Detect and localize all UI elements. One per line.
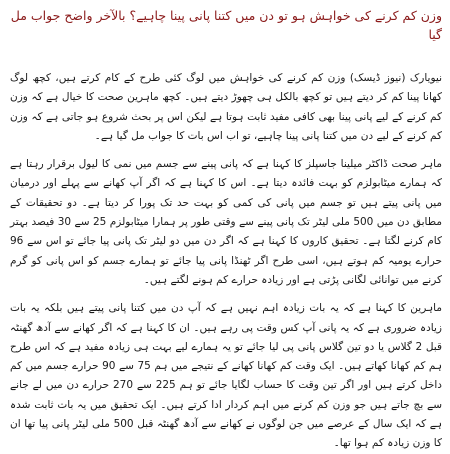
article-paragraph: ماہر صحت ڈاکٹر میلینا جاسپلز کا کہنا ہے کہ پانی پینے سے جسم میں نمی کا لیول برقرار رہتا ہے کہ ہمارے میٹابولزم کو بہت فائدہ دیتا ہے۔ اس کا کہنا ہے کہ اگر آپ کھانے سے پہلے اور درمیان میں پانی پیتے ہیں تو جسم میں پانی کی کمی کو بہت حد تک پورا کر دیتا ہے۔ دو تحقیقات کے مطابق دن میں 500 ملی لیٹر تک پانی پینے سے وقتی طور پر ہمارا میٹابولزم 25 سے 30 فیصد بہتر کام کرنے لگتا ہے۔ تحقیق کاروں کا کہنا ہے کہ اگر دن میں دو لیٹر تک پانی پیا جائے تو اس سے 96 حرارے یومیہ کم ہوتے ہیں، اسی طرح اگر ٹھنڈا پانی پیا جائے تو ہمارے جسم کو اس پانی کو گرم کرنے میں توانائی لگانی پڑتی ہے اور زیادہ حرارے کم ہونے لگتے ہیں۔	[10, 158, 442, 286]
article-paragraph: نیویارک (نیوز ڈیسک) وزن کم کرنے کی خواہش میں لوگ کئی طرح کے کام کرتے ہیں، کچھ لوگ کھانا پینا کم کر دیتے ہیں تو کچھ بالکل ہی چھوڑ دیتے ہیں۔ کچھ ماہرین صحت کا خیال ہے کہ وزن کم کرنے کے لیے پانی پینا بھی کافی مفید ثابت ہوتا ہے لیکن اس پر بحث شروع ہو جاتی ہے کہ وزن کم کرنے کے لیے دن میں کتنا پانی پینا چاہیے، تو اب اس بات کا جواب مل گیا ہے۔	[10, 72, 442, 142]
article-headline: وزن کم کرنے کی خواہش ہو تو دن میں کتنا پانی پینا چاہیے؟ بالآخر واضح جواب مل گیا	[10, 8, 442, 42]
article-paragraph: ماہرین کا کہنا ہے کہ یہ بات زیادہ اہم نہیں ہے کہ آپ دن میں کتنا پانی پیتے ہیں بلکہ یہ بات زیادہ ضروری ہے کہ یہ پانی آپ کس وقت پی رہے ہیں۔ ان کا کہنا ہے کہ اگر کھانے سے آدھ گھنٹہ قبل 2 گلاس یا دو تین گلاس پانی پی لیا جائے تو یہ ہمارے لیے بہت ہی زیادہ مفید ہے کہ اس طرح ہم کم کھانا کھاتے ہیں۔ ایک وقت کم کھانا کھانے کے نتیجے میں ہم 75 سے 90 حرارے جسم میں کم داخل کرتے ہیں اور اگر تین وقت کا حساب لگایا جائے تو ہم 225 سے 270 حرارے دن میں لے جانے سے بچ جاتے ہیں جو وزن کم کرنے میں اہم کردار ادا کرتے ہیں۔ ایک تحقیق میں یہ بات ثابت شدہ ہے کہ ایک سال کے عرصے میں جن لوگوں نے کھانے سے آدھ گھنٹہ قبل 500 ملی لیٹر پانی پیا تھا ان کا وزن زیادہ کم ہوا تھا۔	[10, 302, 443, 450]
